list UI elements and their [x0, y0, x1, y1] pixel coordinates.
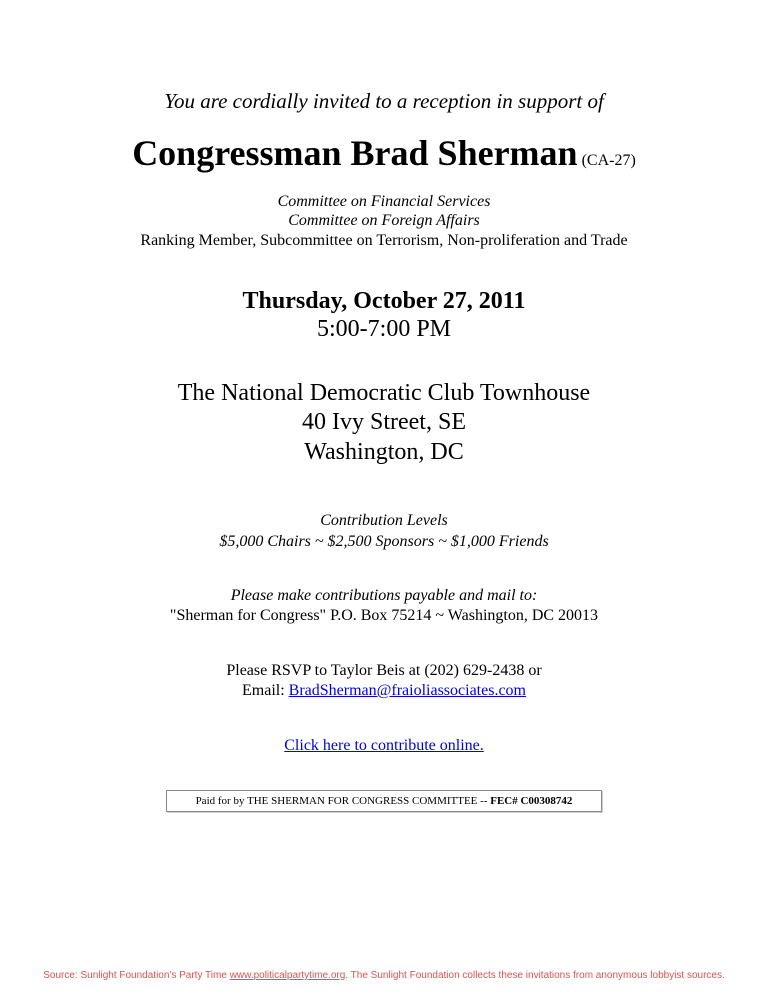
district-label: (CA-27) — [581, 152, 636, 169]
event-date: Thursday, October 27, 2011 — [242, 288, 526, 314]
contribute-online-line — [0, 737, 768, 755]
event-time: 5:00-7:00 PM — [316, 316, 451, 342]
event-street: 40 Ivy Street, SE — [302, 409, 466, 435]
payment-address: "Sherman for Congress" P.O. Box 75214 ~ Washington, DC 20013 — [169, 607, 599, 624]
event-city: Washington, DC — [304, 439, 464, 465]
email-label: Email: — [242, 682, 289, 699]
contribution-heading: Contribution Levels — [320, 512, 448, 529]
footer-prefix: Source: Sunlight Foundation's Party Time — [43, 970, 230, 981]
disclaimer-text: Paid for by THE SHERMAN FOR CONGRESS COMMITTEE -- — [195, 795, 491, 807]
contribute-online-link[interactable]: Click here to contribute online. — [284, 737, 484, 754]
footer-source-link[interactable]: www.politicalpartytime.org — [229, 970, 346, 981]
rsvp-email-line — [0, 682, 768, 700]
committee-financial-services: Committee on Financial Services — [277, 193, 491, 210]
honoree-name: Congressman Brad Sherman — [132, 133, 578, 173]
contribution-levels: $5,000 Chairs ~ $2,500 Sponsors ~ $1,000 Friends — [219, 533, 549, 550]
rsvp-text: Please RSVP to Taylor Beis at (202) 629-2438 or — [226, 662, 542, 679]
email-link[interactable]: BradSherman@fraioliassociates.com — [288, 682, 526, 699]
committee-foreign-affairs: Committee on Foreign Affairs — [288, 212, 480, 229]
event-venue: The National Democratic Club Townhouse — [177, 380, 591, 406]
footer-suffix: . The Sunlight Foundation collects these invitations from anonymous lobbyist sources. — [345, 970, 725, 981]
subcommittee-role: Ranking Member, Subcommittee on Terrorism, Non-proliferation and Trade — [140, 232, 628, 249]
fec-number: FEC# C00308742 — [490, 795, 573, 807]
invitation-intro: You are cordially invited to a reception in support of — [164, 89, 604, 113]
payment-heading: Please make contributions payable and mail to: — [230, 587, 538, 604]
paid-for-disclaimer — [166, 790, 602, 812]
honoree-line — [0, 132, 768, 174]
source-footer — [0, 970, 768, 981]
